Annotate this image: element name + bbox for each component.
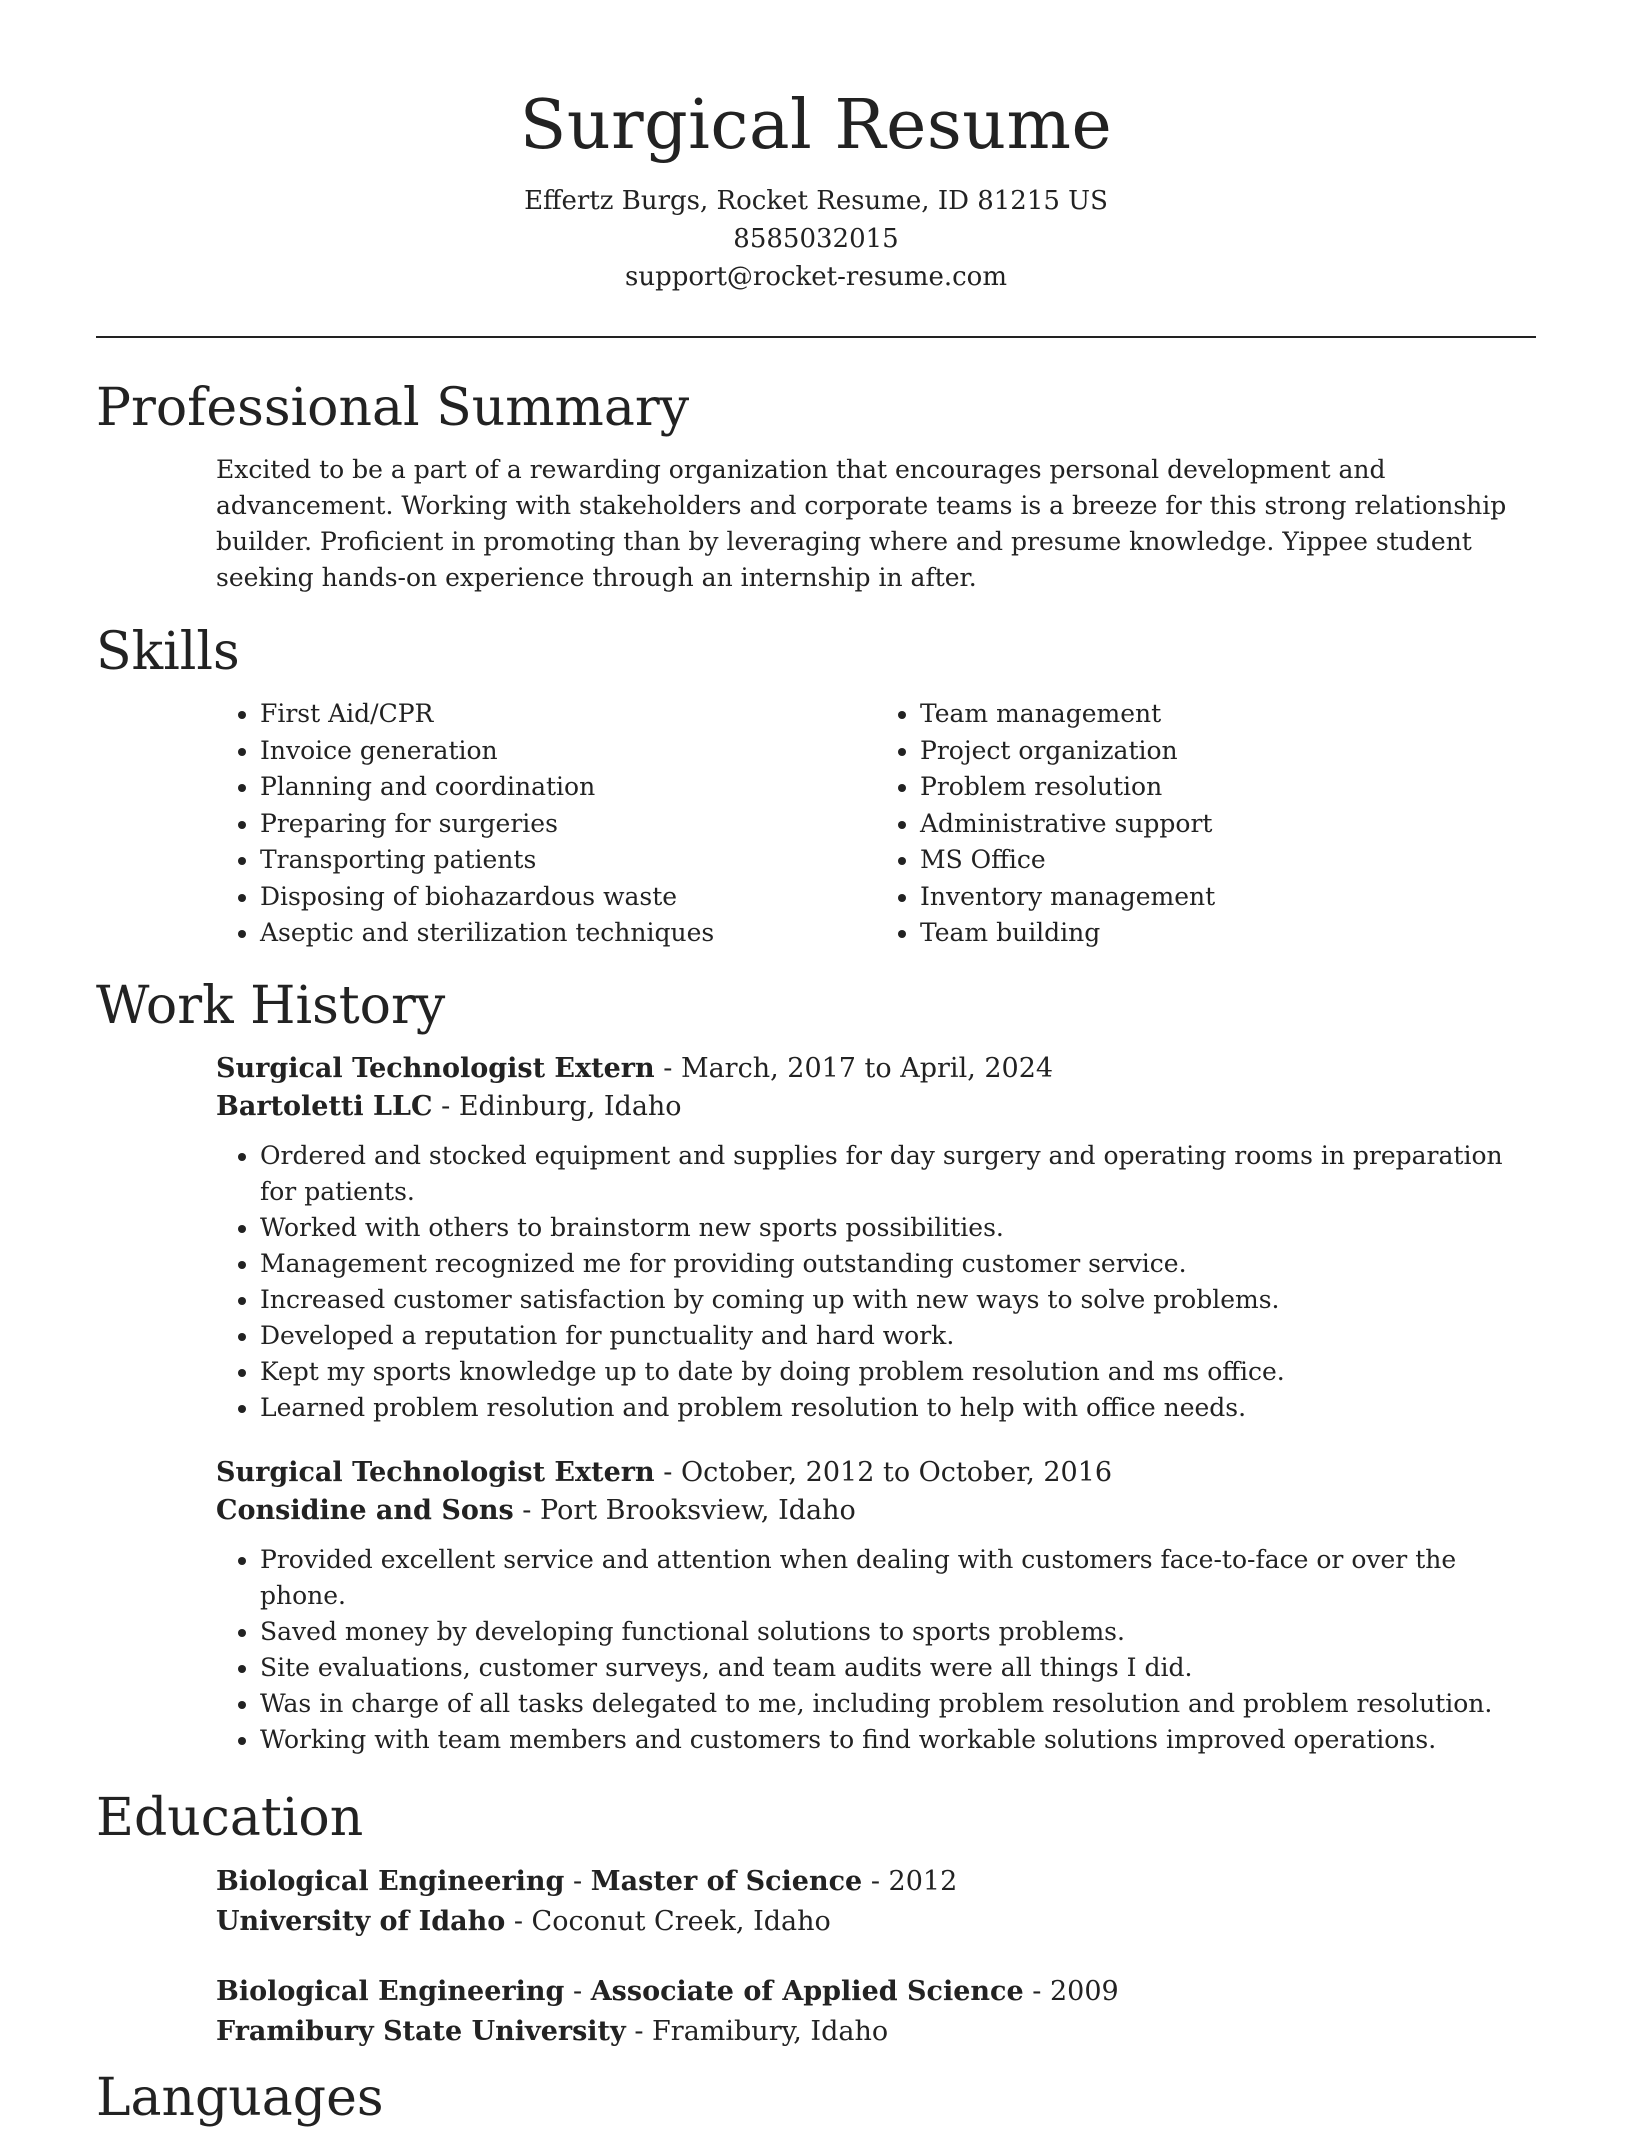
skill-item: • Disposing of biohazardous waste — [260, 879, 876, 916]
skills-list-left — [216, 696, 876, 952]
job-dates: March, 2017 to April, 2024 — [680, 1052, 1054, 1084]
languages-heading: Languages — [96, 2067, 384, 2128]
job-entry — [216, 1050, 1536, 1426]
job-duty: • Was in charge of all tasks delegated to me, including problem resolution and problem resolution. — [260, 1686, 1536, 1722]
job-company: Bartoletti LLC — [216, 1090, 433, 1122]
summary-section — [216, 452, 1536, 596]
resume-header — [96, 0, 1536, 296]
education-school-line — [216, 1902, 1536, 1942]
job-title: Surgical Technologist Extern — [216, 1456, 655, 1488]
skills-section — [216, 696, 1536, 952]
education-entry — [216, 1862, 1536, 1942]
job-duty: • Provided excellent service and attention when dealing with customers face-to-face or over the phone. — [260, 1542, 1536, 1614]
skill-item: • Team building — [920, 915, 1536, 952]
skill-item: • MS Office — [920, 842, 1536, 879]
job-duty: • Kept my sports knowledge up to date by doing problem resolution and ms office. — [260, 1354, 1536, 1390]
job-title: Surgical Technologist Extern — [216, 1052, 655, 1084]
work-history-section — [216, 1050, 1536, 1758]
job-company-line — [216, 1088, 1536, 1126]
education-heading: Education — [96, 1787, 364, 1848]
skill-item: • First Aid/CPR — [260, 696, 876, 733]
resume-title: Surgical Resume — [519, 86, 1113, 165]
job-location: Edinburg, Idaho — [458, 1090, 682, 1122]
separator: - — [870, 1865, 889, 1897]
summary-heading: Professional Summary — [96, 378, 690, 438]
education-degree-line — [216, 1972, 1536, 2012]
education-school: Framibury State University — [216, 2015, 626, 2047]
header-divider — [96, 336, 1536, 338]
job-duty: • Site evaluations, customer surveys, and team audits were all things I did. — [260, 1650, 1536, 1686]
separator: - — [573, 1975, 591, 2007]
separator: - — [663, 1456, 681, 1488]
separator: - — [573, 1865, 591, 1897]
separator: - — [634, 2015, 653, 2047]
job-dates: October, 2012 to October, 2016 — [680, 1456, 1113, 1488]
job-duty: • Developed a reputation for punctuality and hard work. — [260, 1318, 1536, 1354]
education-location: Framibury, Idaho — [652, 2015, 889, 2047]
skill-item: • Administrative support — [920, 806, 1536, 843]
education-entry — [216, 1972, 1536, 2052]
job-location: Port Brooksview, Idaho — [540, 1494, 856, 1526]
job-duties-list — [216, 1542, 1536, 1758]
skill-item: • Transporting patients — [260, 842, 876, 879]
education-section — [216, 1862, 1536, 2052]
skill-item: • Project organization — [920, 733, 1536, 770]
education-degree-line — [216, 1862, 1536, 1902]
separator: - — [522, 1494, 540, 1526]
job-company: Considine and Sons — [216, 1494, 514, 1526]
job-duty: • Worked with others to brainstorm new sports possibilities. — [260, 1210, 1536, 1246]
phone-number: 8585032015 — [733, 224, 899, 254]
skills-list-right — [876, 696, 1536, 952]
job-duty: • Working with team members and customers to find workable solutions improved operations. — [260, 1722, 1536, 1758]
job-title-line — [216, 1454, 1536, 1492]
job-duty: • Learned problem resolution and problem resolution to help with office needs. — [260, 1390, 1536, 1426]
skill-item: • Aseptic and sterilization techniques — [260, 915, 876, 952]
education-field: Biological Engineering — [216, 1975, 565, 2007]
skill-item: • Team management — [920, 696, 1536, 733]
job-duties-list — [216, 1138, 1536, 1426]
job-title-line — [216, 1050, 1536, 1088]
job-duty: • Management recognized me for providing outstanding customer service. — [260, 1246, 1536, 1282]
skill-item: • Invoice generation — [260, 733, 876, 770]
education-degree: Master of Science — [590, 1865, 863, 1897]
education-year: 2009 — [1049, 1975, 1119, 2007]
education-degree: Associate of Applied Science — [590, 1975, 1024, 2007]
job-duty: • Increased customer satisfaction by coming up with new ways to solve problems. — [260, 1282, 1536, 1318]
address: Effertz Burgs, Rocket Resume, ID 81215 US — [524, 186, 1108, 216]
education-field: Biological Engineering — [216, 1865, 565, 1897]
education-school: University of Idaho — [216, 1905, 506, 1937]
summary-text: Excited to be a part of a rewarding organization that encourages personal development and advancement. Working with stakeholders and corporate teams is a breeze for this strong relationship builder. Proficient in promoting than by leveraging where and presume knowledge. Yippee student seeking hands-on experience through an internship in after. — [216, 455, 1507, 592]
job-entry — [216, 1454, 1536, 1758]
skill-item: • Problem resolution — [920, 769, 1536, 806]
job-duty: • Saved money by developing functional solutions to sports problems. — [260, 1614, 1536, 1650]
work-history-heading: Work History — [96, 975, 446, 1036]
education-school-line — [216, 2012, 1536, 2052]
job-duty: • Ordered and stocked equipment and supplies for day surgery and operating rooms in preparation for patients. — [260, 1138, 1536, 1210]
skill-item: • Inventory management — [920, 879, 1536, 916]
skill-item: • Planning and coordination — [260, 769, 876, 806]
separator: - — [441, 1090, 459, 1122]
job-company-line — [216, 1492, 1536, 1530]
separator: - — [1032, 1975, 1050, 2007]
education-year: 2012 — [888, 1865, 958, 1897]
skills-heading: Skills — [96, 622, 240, 682]
separator: - — [663, 1052, 681, 1084]
email-address: support@rocket-resume.com — [624, 262, 1007, 292]
skill-item: • Preparing for surgeries — [260, 806, 876, 843]
education-location: Coconut Creek, Idaho — [531, 1905, 831, 1937]
separator: - — [513, 1905, 532, 1937]
